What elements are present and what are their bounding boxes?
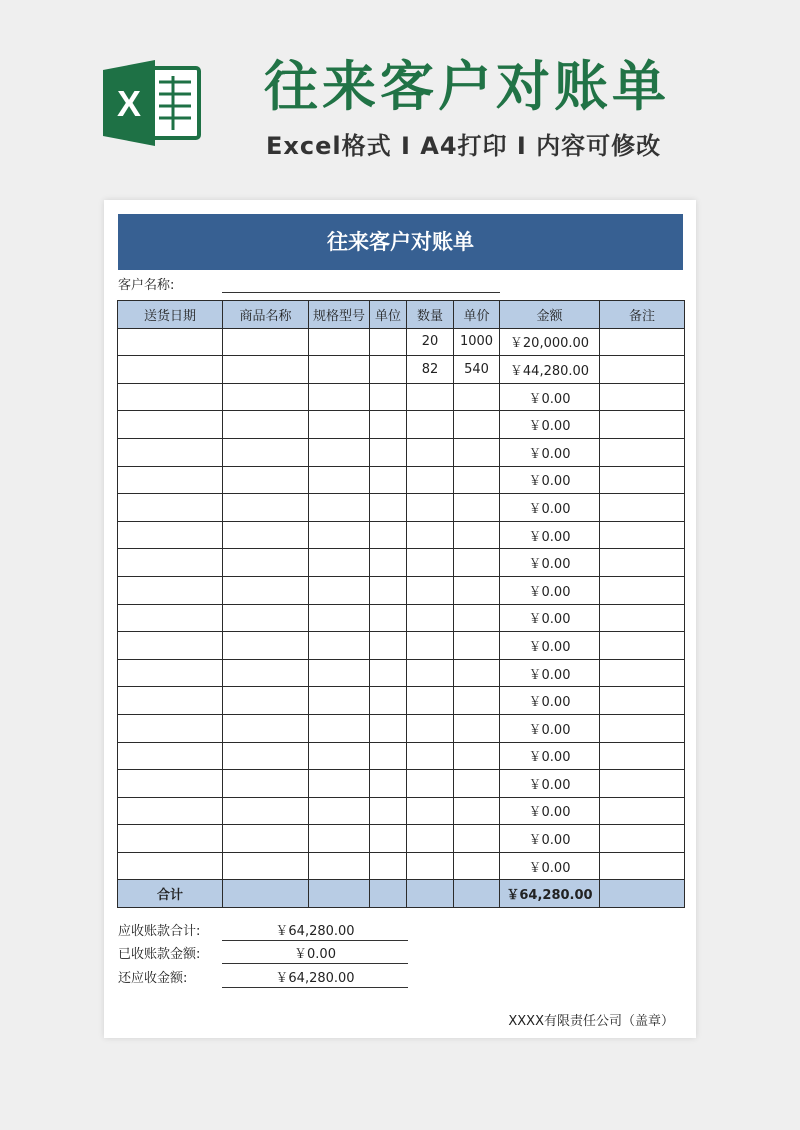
table-cell[interactable] xyxy=(223,494,309,522)
table-row xyxy=(118,328,685,356)
table-row xyxy=(118,852,685,880)
table-row xyxy=(118,383,685,411)
table-cell[interactable] xyxy=(407,825,454,853)
table-cell[interactable] xyxy=(600,356,685,384)
table-cell[interactable] xyxy=(370,411,407,439)
table-cell[interactable] xyxy=(309,852,370,880)
table-cell[interactable] xyxy=(309,356,370,384)
table-cell[interactable] xyxy=(309,549,370,577)
table-cell[interactable] xyxy=(309,576,370,604)
table-row xyxy=(118,521,685,549)
summary-value: ￥0.00 xyxy=(294,947,336,962)
table-cell[interactable]: ￥20,000.00 xyxy=(500,328,600,356)
table-row xyxy=(118,411,685,439)
table-cell[interactable]: ￥0.00 xyxy=(500,521,600,549)
table-cell[interactable] xyxy=(309,632,370,660)
col-header-remark: 备注 xyxy=(600,301,685,329)
table-cell[interactable]: ￥0.00 xyxy=(500,825,600,853)
table-cell[interactable] xyxy=(600,825,685,853)
table-cell[interactable] xyxy=(223,687,309,715)
table-cell[interactable] xyxy=(118,604,223,632)
col-header-quantity: 数量 xyxy=(407,301,454,329)
table-cell[interactable]: ￥0.00 xyxy=(500,742,600,770)
table-cell[interactable] xyxy=(370,797,407,825)
table-cell[interactable]: 82 xyxy=(407,356,454,384)
table-cell[interactable] xyxy=(118,632,223,660)
table-cell[interactable] xyxy=(118,825,223,853)
table-cell[interactable] xyxy=(600,438,685,466)
table-cell[interactable]: ￥0.00 xyxy=(500,549,600,577)
table-cell[interactable] xyxy=(407,770,454,798)
table-cell[interactable] xyxy=(407,576,454,604)
table-cell[interactable] xyxy=(370,687,407,715)
table-cell[interactable] xyxy=(454,632,500,660)
table-cell[interactable] xyxy=(407,852,454,880)
table-cell[interactable] xyxy=(407,438,454,466)
table-cell[interactable] xyxy=(309,770,370,798)
summary-label: 应收账款合计: xyxy=(118,924,201,939)
statement-table xyxy=(117,300,685,908)
table-cell[interactable]: ￥44,280.00 xyxy=(500,356,600,384)
table-cell[interactable] xyxy=(223,659,309,687)
table-cell[interactable] xyxy=(600,576,685,604)
table-cell[interactable]: ￥0.00 xyxy=(500,494,600,522)
table-row xyxy=(118,825,685,853)
table-cell[interactable] xyxy=(407,714,454,742)
customer-name-field[interactable] xyxy=(222,292,500,293)
table-cell[interactable] xyxy=(600,383,685,411)
table-cell[interactable] xyxy=(370,383,407,411)
page-title: 往来客户对账单 xyxy=(264,55,670,118)
table-cell[interactable] xyxy=(600,328,685,356)
table-cell[interactable] xyxy=(223,632,309,660)
table-cell[interactable] xyxy=(118,797,223,825)
table-cell[interactable] xyxy=(223,328,309,356)
company-stamp-text: XXXX有限责任公司（盖章） xyxy=(508,1014,674,1029)
table-cell[interactable] xyxy=(223,521,309,549)
table-cell[interactable] xyxy=(370,521,407,549)
table-cell[interactable] xyxy=(118,576,223,604)
table-cell[interactable] xyxy=(223,742,309,770)
table-cell[interactable] xyxy=(454,466,500,494)
table-cell[interactable] xyxy=(370,356,407,384)
table-cell[interactable] xyxy=(600,521,685,549)
table-cell[interactable] xyxy=(223,549,309,577)
summary-label: 已收账款金额: xyxy=(118,947,201,962)
table-cell[interactable] xyxy=(309,411,370,439)
table-cell[interactable] xyxy=(454,576,500,604)
table-row xyxy=(118,714,685,742)
table-cell[interactable] xyxy=(600,466,685,494)
table-cell[interactable] xyxy=(454,687,500,715)
table-cell[interactable]: ￥0.00 xyxy=(500,714,600,742)
table-cell[interactable] xyxy=(370,770,407,798)
table-cell[interactable] xyxy=(223,797,309,825)
table-cell[interactable] xyxy=(454,549,500,577)
table-cell[interactable] xyxy=(309,604,370,632)
table-cell[interactable] xyxy=(223,411,309,439)
table-cell[interactable] xyxy=(309,521,370,549)
table-cell[interactable]: ￥0.00 xyxy=(500,438,600,466)
table-cell[interactable] xyxy=(118,714,223,742)
table-cell[interactable] xyxy=(118,494,223,522)
table-cell[interactable] xyxy=(370,549,407,577)
table-cell[interactable] xyxy=(309,494,370,522)
table-cell[interactable] xyxy=(309,383,370,411)
col-header-unit: 单位 xyxy=(370,301,407,329)
table-cell[interactable] xyxy=(407,659,454,687)
table-cell[interactable] xyxy=(309,797,370,825)
table-cell[interactable] xyxy=(454,659,500,687)
table-cell[interactable] xyxy=(223,576,309,604)
table-cell[interactable] xyxy=(407,797,454,825)
table-cell[interactable] xyxy=(118,383,223,411)
table-cell[interactable] xyxy=(118,438,223,466)
table-row xyxy=(118,659,685,687)
table-cell[interactable] xyxy=(223,825,309,853)
table-cell[interactable]: ￥0.00 xyxy=(500,687,600,715)
table-row xyxy=(118,604,685,632)
table-cell[interactable] xyxy=(407,494,454,522)
logo-letter: X xyxy=(116,83,142,124)
summary-label: 还应收金额: xyxy=(118,971,188,986)
summary-value: ￥64,280.00 xyxy=(275,924,355,939)
table-cell[interactable] xyxy=(454,770,500,798)
table-cell[interactable] xyxy=(370,742,407,770)
table-cell[interactable] xyxy=(600,549,685,577)
table-cell[interactable] xyxy=(309,825,370,853)
table-cell[interactable] xyxy=(454,852,500,880)
table-row xyxy=(118,576,685,604)
table-cell[interactable] xyxy=(407,632,454,660)
table-cell[interactable] xyxy=(454,383,500,411)
table-cell[interactable] xyxy=(223,383,309,411)
table-cell[interactable] xyxy=(454,521,500,549)
table-cell[interactable]: ￥0.00 xyxy=(500,411,600,439)
total-row xyxy=(118,880,685,908)
table-cell[interactable] xyxy=(600,770,685,798)
table-row xyxy=(118,770,685,798)
table-cell[interactable] xyxy=(223,438,309,466)
table-cell[interactable] xyxy=(600,714,685,742)
table-cell[interactable] xyxy=(454,494,500,522)
table-cell[interactable] xyxy=(600,852,685,880)
table-cell[interactable]: ￥0.00 xyxy=(500,659,600,687)
table-row xyxy=(118,356,685,384)
total-label: 合计 xyxy=(118,880,223,908)
table-cell[interactable] xyxy=(118,659,223,687)
table-cell[interactable] xyxy=(118,411,223,439)
table-cell[interactable] xyxy=(118,328,223,356)
table-cell[interactable] xyxy=(600,632,685,660)
summary-value: ￥64,280.00 xyxy=(275,971,355,986)
table-cell[interactable] xyxy=(600,604,685,632)
table-cell[interactable]: ￥0.00 xyxy=(500,466,600,494)
table-cell[interactable] xyxy=(370,328,407,356)
table-cell[interactable] xyxy=(370,438,407,466)
table-cell[interactable] xyxy=(407,687,454,715)
table-cell[interactable] xyxy=(309,659,370,687)
col-header-amount: 金额 xyxy=(500,301,600,329)
table-cell[interactable] xyxy=(370,576,407,604)
table-cell[interactable]: ￥0.00 xyxy=(500,797,600,825)
table-cell[interactable] xyxy=(454,438,500,466)
table-cell[interactable] xyxy=(309,466,370,494)
table-header-row xyxy=(118,301,685,329)
table-cell[interactable]: ￥0.00 xyxy=(500,576,600,604)
table-row xyxy=(118,494,685,522)
col-header-date: 送货日期 xyxy=(118,301,223,329)
table-cell[interactable] xyxy=(454,825,500,853)
table-cell[interactable] xyxy=(407,742,454,770)
table-cell[interactable]: ￥0.00 xyxy=(500,604,600,632)
table-row xyxy=(118,549,685,577)
table-cell[interactable] xyxy=(223,604,309,632)
table-cell[interactable] xyxy=(407,521,454,549)
table-cell[interactable] xyxy=(223,852,309,880)
table-cell[interactable] xyxy=(600,411,685,439)
table-cell[interactable] xyxy=(454,714,500,742)
page-subtitle: Excel格式 I A4打印 I 内容可修改 xyxy=(266,132,662,160)
table-cell[interactable] xyxy=(600,797,685,825)
table-cell[interactable] xyxy=(600,687,685,715)
table-cell[interactable] xyxy=(223,466,309,494)
table-cell[interactable] xyxy=(454,411,500,439)
table-cell[interactable]: ￥0.00 xyxy=(500,632,600,660)
table-cell[interactable] xyxy=(407,604,454,632)
table-cell[interactable] xyxy=(600,494,685,522)
table-cell[interactable] xyxy=(309,328,370,356)
table-cell[interactable] xyxy=(407,549,454,577)
customer-name-label: 客户名称: xyxy=(118,278,175,293)
table-cell[interactable]: ￥0.00 xyxy=(500,383,600,411)
table-cell[interactable] xyxy=(118,466,223,494)
col-header-product: 商品名称 xyxy=(223,301,309,329)
excel-logo-icon xyxy=(103,58,203,148)
table-cell[interactable] xyxy=(118,770,223,798)
table-cell[interactable] xyxy=(118,549,223,577)
table-cell[interactable] xyxy=(454,742,500,770)
table-cell[interactable] xyxy=(407,411,454,439)
table-cell[interactable] xyxy=(223,770,309,798)
table-cell[interactable] xyxy=(370,825,407,853)
table-cell[interactable] xyxy=(223,714,309,742)
table-row xyxy=(118,466,685,494)
table-cell[interactable] xyxy=(407,383,454,411)
table-cell[interactable] xyxy=(370,604,407,632)
table-cell[interactable] xyxy=(370,659,407,687)
table-cell[interactable] xyxy=(118,742,223,770)
table-cell[interactable] xyxy=(370,466,407,494)
table-cell[interactable] xyxy=(309,714,370,742)
table-cell[interactable] xyxy=(223,356,309,384)
col-header-price: 单价 xyxy=(454,301,500,329)
table-cell[interactable]: 1000 xyxy=(454,328,500,356)
table-cell[interactable]: ￥0.00 xyxy=(500,852,600,880)
table-cell[interactable] xyxy=(454,797,500,825)
table-cell[interactable] xyxy=(118,687,223,715)
table-row xyxy=(118,438,685,466)
table-cell[interactable] xyxy=(370,714,407,742)
table-cell[interactable] xyxy=(600,659,685,687)
table-cell[interactable]: 540 xyxy=(454,356,500,384)
table-row xyxy=(118,687,685,715)
table-cell[interactable]: 20 xyxy=(407,328,454,356)
total-amount: ￥64,280.00 xyxy=(500,880,600,908)
table-cell[interactable]: ￥0.00 xyxy=(500,770,600,798)
sheet-banner-title: 往来客户对账单 xyxy=(118,214,683,270)
table-cell[interactable] xyxy=(309,438,370,466)
table-cell[interactable] xyxy=(600,742,685,770)
table-row xyxy=(118,797,685,825)
table-cell[interactable] xyxy=(370,494,407,522)
table-cell[interactable] xyxy=(118,521,223,549)
table-row xyxy=(118,742,685,770)
table-row xyxy=(118,632,685,660)
col-header-spec: 规格型号 xyxy=(309,301,370,329)
table-cell[interactable] xyxy=(370,852,407,880)
table-cell[interactable] xyxy=(370,632,407,660)
table-cell[interactable] xyxy=(309,687,370,715)
table-cell[interactable] xyxy=(118,852,223,880)
table-cell[interactable] xyxy=(309,742,370,770)
table-cell[interactable] xyxy=(118,356,223,384)
statement-sheet xyxy=(104,200,696,1038)
table-cell[interactable] xyxy=(407,466,454,494)
table-cell[interactable] xyxy=(454,604,500,632)
